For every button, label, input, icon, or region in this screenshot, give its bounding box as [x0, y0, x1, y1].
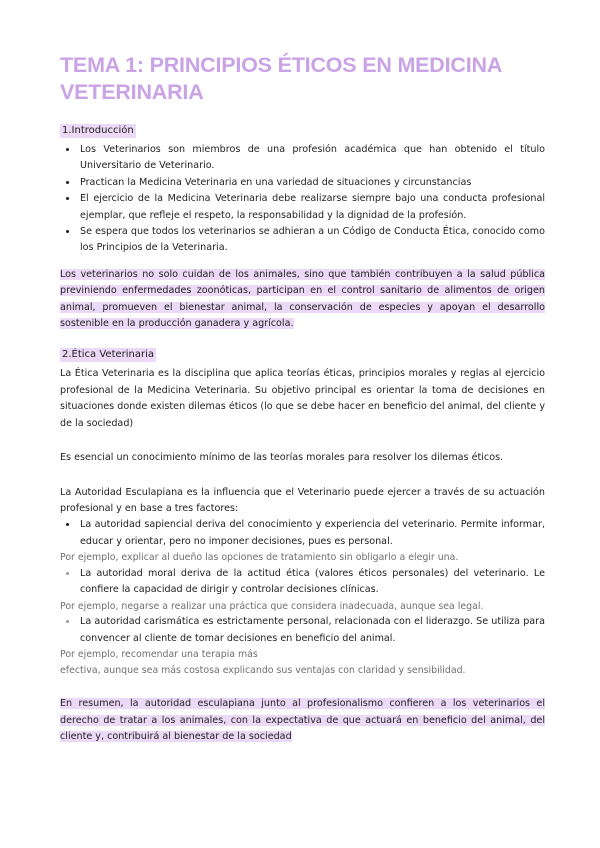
example-carismatica-line2: efectiva, aunque sea más costosa explicando sus ventajas con claridad y sensibilidad.	[60, 664, 466, 676]
authority-list	[60, 566, 545, 599]
authority-moral: • La autoridad moral deriva de la actitud ética (valores éticos personales) del veterinario. Le confiere la capacidad de dirigir y controlar decisiones clínicas.	[78, 566, 545, 599]
section-heading-etica: 2.Ética Veterinaria	[62, 349, 155, 361]
authority-list	[60, 517, 545, 550]
intro-bullet: • Los Veterinarios son miembros de una profesión académica que han obtenido el título Universitario de Veterinario.	[78, 142, 545, 175]
authority-sapiencial: • La autoridad sapiencial deriva del conocimiento y experiencia del veterinario. Permite informar, educar y orientar, pero no imponer decisiones, pues es personal.	[78, 517, 545, 550]
section-introduccion	[60, 118, 545, 332]
example-carismatica-line1: Por ejemplo, recomendar una terapia más	[60, 648, 258, 660]
autoridad-esculapiana-paragraph: La Autoridad Esculapiana es la influencia que el Veterinario puede ejercer a través de su actuación profesional y en base a tres factores:	[60, 486, 545, 514]
example-sapiencial: Por ejemplo, explicar al dueño las opciones de tratamiento sin obligarlo a elegir una.	[60, 552, 459, 564]
highlighted-summary: En resumen, la autoridad esculapiana junto al profesionalismo confieren a los veterinarios el derecho de tratar a los animales, con la expectativa de que actuará en beneficio del animal, del cliente y, contribuirá al bienestar de la sociedad	[60, 698, 545, 742]
authority-list	[60, 614, 545, 647]
document-page	[60, 52, 545, 745]
authority-carismatica: • La autoridad carismática es estrictamente personal, relacionada con el liderazgo. Se utiliza para convencer al cliente de tomar decisiones en beneficio del animal.	[78, 614, 545, 647]
example-moral: Por ejemplo, negarse a realizar una práctica que considera inadecuada, aunque sea legal.	[60, 600, 484, 612]
etica-definition-paragraph: La Ética Veterinaria es la disciplina que aplica teorías éticas, principios morales y reglas al ejercicio profesional de la Medicina Veterinaria. Su objetivo principal es orientar la toma de decisiones en situaciones donde existen dilemas éticos (lo que se debe hacer en beneficio del animal, del cliente y de la sociedad)	[60, 368, 545, 429]
teorias-morales-paragraph: Es esencial un conocimiento mínimo de las teorías morales para resolver los dilemas éticos.	[60, 452, 504, 464]
document-title: TEMA 1: PRINCIPIOS ÉTICOS EN MEDICINA VETERINARIA	[60, 53, 502, 104]
summary-paragraph	[60, 696, 545, 745]
intro-bullet: • El ejercicio de la Medicina Veterinaria debe realizarse siempre bajo una conducta profesional ejemplar, que refleje el respeto, la responsabilidad y la dignidad de la profesión.	[78, 191, 545, 224]
section-heading-introduccion: 1.Introducción	[62, 125, 134, 136]
intro-bullet-list	[60, 142, 545, 257]
intro-bullet: • Se espera que todos los veterinarios se adhieran a un Código de Conducta Ética, conocido como los Principios de la Veterinaria.	[78, 224, 545, 257]
intro-bullet: • Practican la Medicina Veterinaria en una variedad de situaciones y circunstancias	[78, 175, 545, 191]
highlight-paragraph	[60, 267, 545, 333]
section-etica-veterinaria	[60, 342, 545, 745]
highlighted-text: Los veterinarios no solo cuidan de los animales, sino que también contribuyen a la salud pública previniendo enfermedades zoonóticas, participan en el control sanitario de alimentos de origen animal, promueven el bienestar animal, la conservación de especies y apoyan el desarrollo sostenible en la producción ganadera y agrícola.	[60, 268, 545, 330]
